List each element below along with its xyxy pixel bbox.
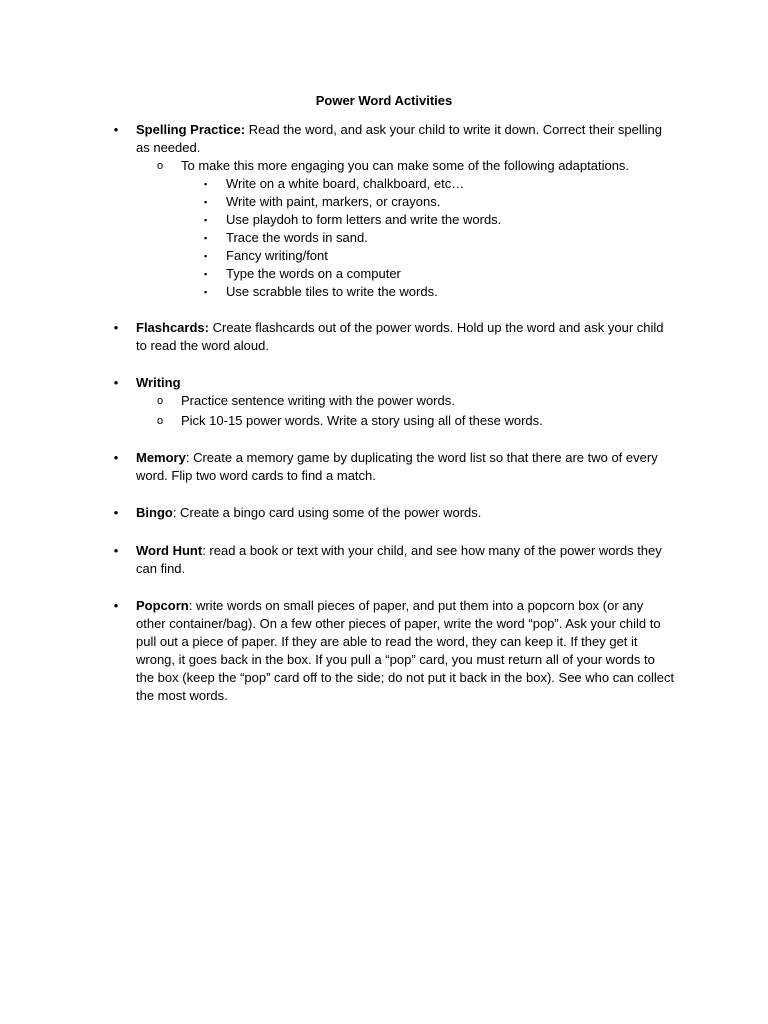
list-item-paragraph [136,542,676,578]
subsub-bullet-marker: ▪ [204,233,208,243]
subsub-item-text: Fancy writing/font [226,248,328,263]
sub-item-text: Pick 10-15 power words. Write a story using all of these words. [181,413,543,428]
subsub-item [204,211,676,229]
subsub-item-text: Use playdoh to form letters and write the words. [226,212,502,227]
list-item-term: Memory [136,450,186,465]
list-item-popcorn [113,597,676,705]
subsub-bullet-marker: ▪ [204,287,208,297]
subsub-item [204,229,676,247]
list-item-word-hunt [113,542,676,578]
subsub-item-text: Use scrabble tiles to write the words. [226,284,438,299]
list-item-paragraph [136,121,676,157]
list-item-text: : Create a memory game by duplicating the word list so that there are two of every word. Flip two word cards to find a match. [136,450,658,483]
subsub-item [204,175,676,193]
list-item-spelling-practice [113,121,676,301]
list-item-term: Word Hunt [136,543,203,558]
sub-bullet-marker: o [157,415,164,427]
subsub-item-text: Write with paint, markers, or crayons. [226,194,441,209]
bullet-marker: • [113,505,119,520]
sub-item [157,157,676,175]
bullet-marker: • [113,320,119,335]
list-item-text: : write words on small pieces of paper, and put them into a popcorn box (or any other container/bag). On a few other pieces of paper, write the word “pop”. Ask your child to pull out a piece of paper. If they are able to read the word, they can keep it. If they get it wrong, it goes back in the box. If you pull a “pop” card, you must return all of your words to the box (keep the “pop” card off to the side; do not put it back in the box). See who can collect the most words. [136,598,675,703]
bullet-marker: • [113,598,119,613]
sub-item [157,412,676,430]
list-item-paragraph [136,504,676,522]
subsub-bullet-marker: ▪ [204,215,208,225]
list-item-paragraph [136,597,676,705]
subsub-bullet-marker: ▪ [204,179,208,189]
list-item-term: Writing [136,375,181,390]
subsub-bullet-marker: ▪ [204,197,208,207]
subsub-item [204,193,676,211]
sub-bullet-marker: o [157,395,164,407]
subsub-item-text: Write on a white board, chalkboard, etc… [226,176,465,191]
subsub-item [204,283,676,301]
list-item-text: Read the word, and ask your child to write it down. Correct their spelling as needed. [136,122,663,155]
subsub-item [204,265,676,283]
sub-item [157,392,676,410]
list-item-paragraph [136,449,676,485]
document-title: Power Word Activities [315,93,453,108]
subsub-bullet-marker: ▪ [204,251,208,261]
list-item-term: Spelling Practice: [136,122,246,137]
list-item-text: Create flashcards out of the power words. Hold up the word and ask your child to read the word aloud. [136,320,664,353]
subsub-item-text: Trace the words in sand. [226,230,368,245]
list-item-bingo [113,504,676,522]
list-item-memory [113,449,676,485]
list-item-term: Popcorn [136,598,189,613]
list-item-writing [113,374,676,430]
sub-bullet-marker: o [157,160,164,172]
sub-item-text: To make this more engaging you can make some of the following adaptations. [181,158,630,173]
subsub-item-text: Type the words on a computer [226,266,401,281]
bullet-marker: • [113,543,119,558]
list-item-term: Bingo [136,505,173,520]
bullet-marker: • [113,375,119,390]
list-item-paragraph [136,374,676,392]
list-item-text: : Create a bingo card using some of the power words. [172,505,482,520]
subsub-bullet-marker: ▪ [204,269,208,279]
list-item-paragraph [136,319,676,355]
bullet-marker: • [113,450,119,465]
subsub-item [204,247,676,265]
list-item-flashcards [113,319,676,355]
list-item-text: : read a book or text with your child, and see how many of the power words they can find. [136,543,662,576]
sub-item-text: Practice sentence writing with the power words. [181,393,455,408]
bullet-marker: • [113,122,119,137]
list-item-term: Flashcards: [136,320,209,335]
